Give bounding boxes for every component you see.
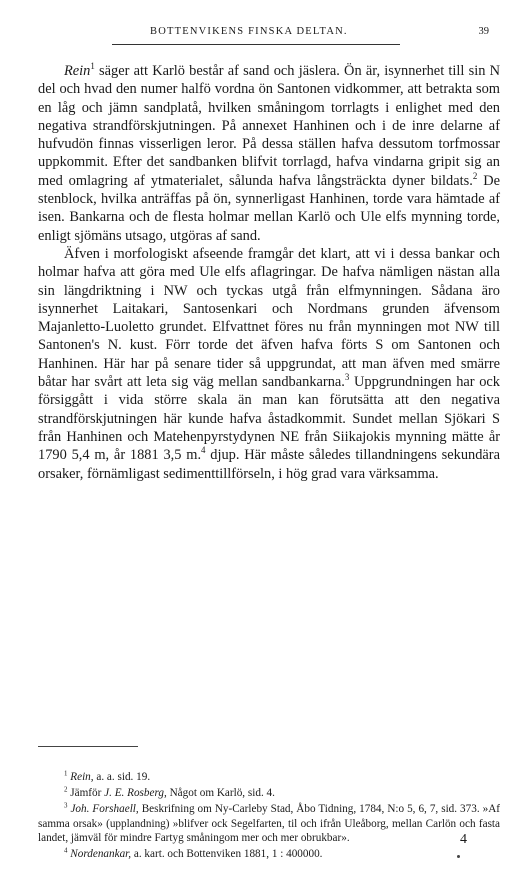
footnote-rule xyxy=(38,746,138,747)
paragraph-2-text: Äfven i morfologiskt afseende framgår det klart, att vi i dessa bankar och holmar hafva att göra med Ule elfs aflagringar. De hafva nämligen nästan alla sin längdriktning i NW och tyckas utgå från elfmynningen. Sådana äro isynnerhet Laitakari, Santosenkari och Nordmans grunden äfvensom Majanletto-Luoletto grundet. Elfvattnet föres nu från mynningen mot NW till Santonen's N. kust. Förr torde det äfven hafva förts S om Santonen och Hanhinen. Här har på senare tider så uppgrundat, att man äfven med smärre båtar har svårt att leta sig väg mellan sandbankarna. xyxy=(38,245,500,391)
footnote-2 xyxy=(38,786,500,800)
footnote-3-text: Beskrifning om Ny-Carleby Stad, Åbo Tidning, 1784, N:o 5, 6, 7, sid. 373. »Af samma orsak» (upplandning) »blifver ock Segelfarten, til och ifrån Uleåborg, mellan Carlön och fasta landet, jämväl för mindre Fartyg småningom mer och mer obrukbar». xyxy=(38,803,501,844)
paragraph-2b-text: Uppgrundningen har ock försiggått i vida större skala än man kan förutsätta att den negativa strandförskjutningen här kunde hafva åstadkommit. Sundet mellan Sjökari S från Hanhinen och Matehenpyrstydynen NE från Siikajokis mynning mätte år 1790 5,4 m, år 1881 3,5 m. xyxy=(38,374,500,464)
paragraph-1-text: säger att Karlö består af sand och jäslera. Ön är, isynnerhet till sin N del och hvad den numer halfö vordna ön Santonen vidkommer, att betrakta som en låg och jämn sandplatå, hvilken småningom torrlagts i enlighet med den negativa strandförskjutningen. På annexet Hanhinen och i de inre delarne af hufvudön finnas visserligen leror. På dessa ställen hafva dessutom torfmossar uppkommit. Efter det sandbanken blifvit torrlagd, hafva vindarna gripit sig an med omlagring af ytmaterialet, sålunda hafva långsträckta dyner bildats. xyxy=(38,63,500,189)
paragraph-2c-text: djup. Här måste således tillandningens sekundära orsaker, förnämligast sedimenttillförseln, i hög grad vara värksamma. xyxy=(38,447,500,482)
page-number: 39 xyxy=(478,26,489,37)
footnote-1-author: Rein, xyxy=(70,771,94,783)
footnotes xyxy=(38,770,500,863)
footnote-4-num: 4 xyxy=(64,846,68,855)
footnote-mark-4: 4 xyxy=(201,445,206,456)
footnote-1-text: a. a. sid. 19. xyxy=(96,771,151,783)
footnote-mark-1: 1 xyxy=(90,61,95,72)
footnote-4-author: Nordenankar, xyxy=(70,848,132,861)
footnote-mark-2: 2 xyxy=(472,170,478,181)
paragraph-1b-text: De stenblock, hvilka anträffas på ön, synnerligast Hanhinen, torde vara hämtade af isen. Bankarna och de flesta holmar mellan Karlö och Ule elfs mynning torde, enligt sjömäns utsago, utgöras af sand. xyxy=(38,172,500,244)
paragraph-1 xyxy=(38,62,500,245)
footnote-2-text: Något om Karlö, sid. 4. xyxy=(169,787,275,800)
footnote-1-num: 1 xyxy=(64,769,68,778)
footnote-3-num: 3 xyxy=(64,801,68,810)
footnote-3 xyxy=(38,802,500,845)
footnote-2-pre: Jämför xyxy=(70,787,102,800)
main-text xyxy=(38,62,500,483)
signature-mark: 4 xyxy=(460,832,467,847)
footnote-2-num: 2 xyxy=(64,785,68,794)
running-title: BOTTENVIKENS FINSKA DELTAN. xyxy=(150,26,348,37)
ref-rein: Rein xyxy=(64,63,91,79)
footnote-4 xyxy=(38,847,500,861)
footnote-mark-3: 3 xyxy=(344,372,350,383)
footnote-4-text: a. kart. och Bottenviken 1881, 1 : 400000. xyxy=(133,848,323,861)
footnote-3-author: Joh. Forshaell, xyxy=(70,803,139,816)
signature-dot xyxy=(457,855,460,858)
header-rule xyxy=(112,44,400,45)
footnote-1 xyxy=(38,770,500,784)
footnote-2-author: J. E. Rosberg, xyxy=(104,787,167,800)
paragraph-2 xyxy=(38,245,500,483)
